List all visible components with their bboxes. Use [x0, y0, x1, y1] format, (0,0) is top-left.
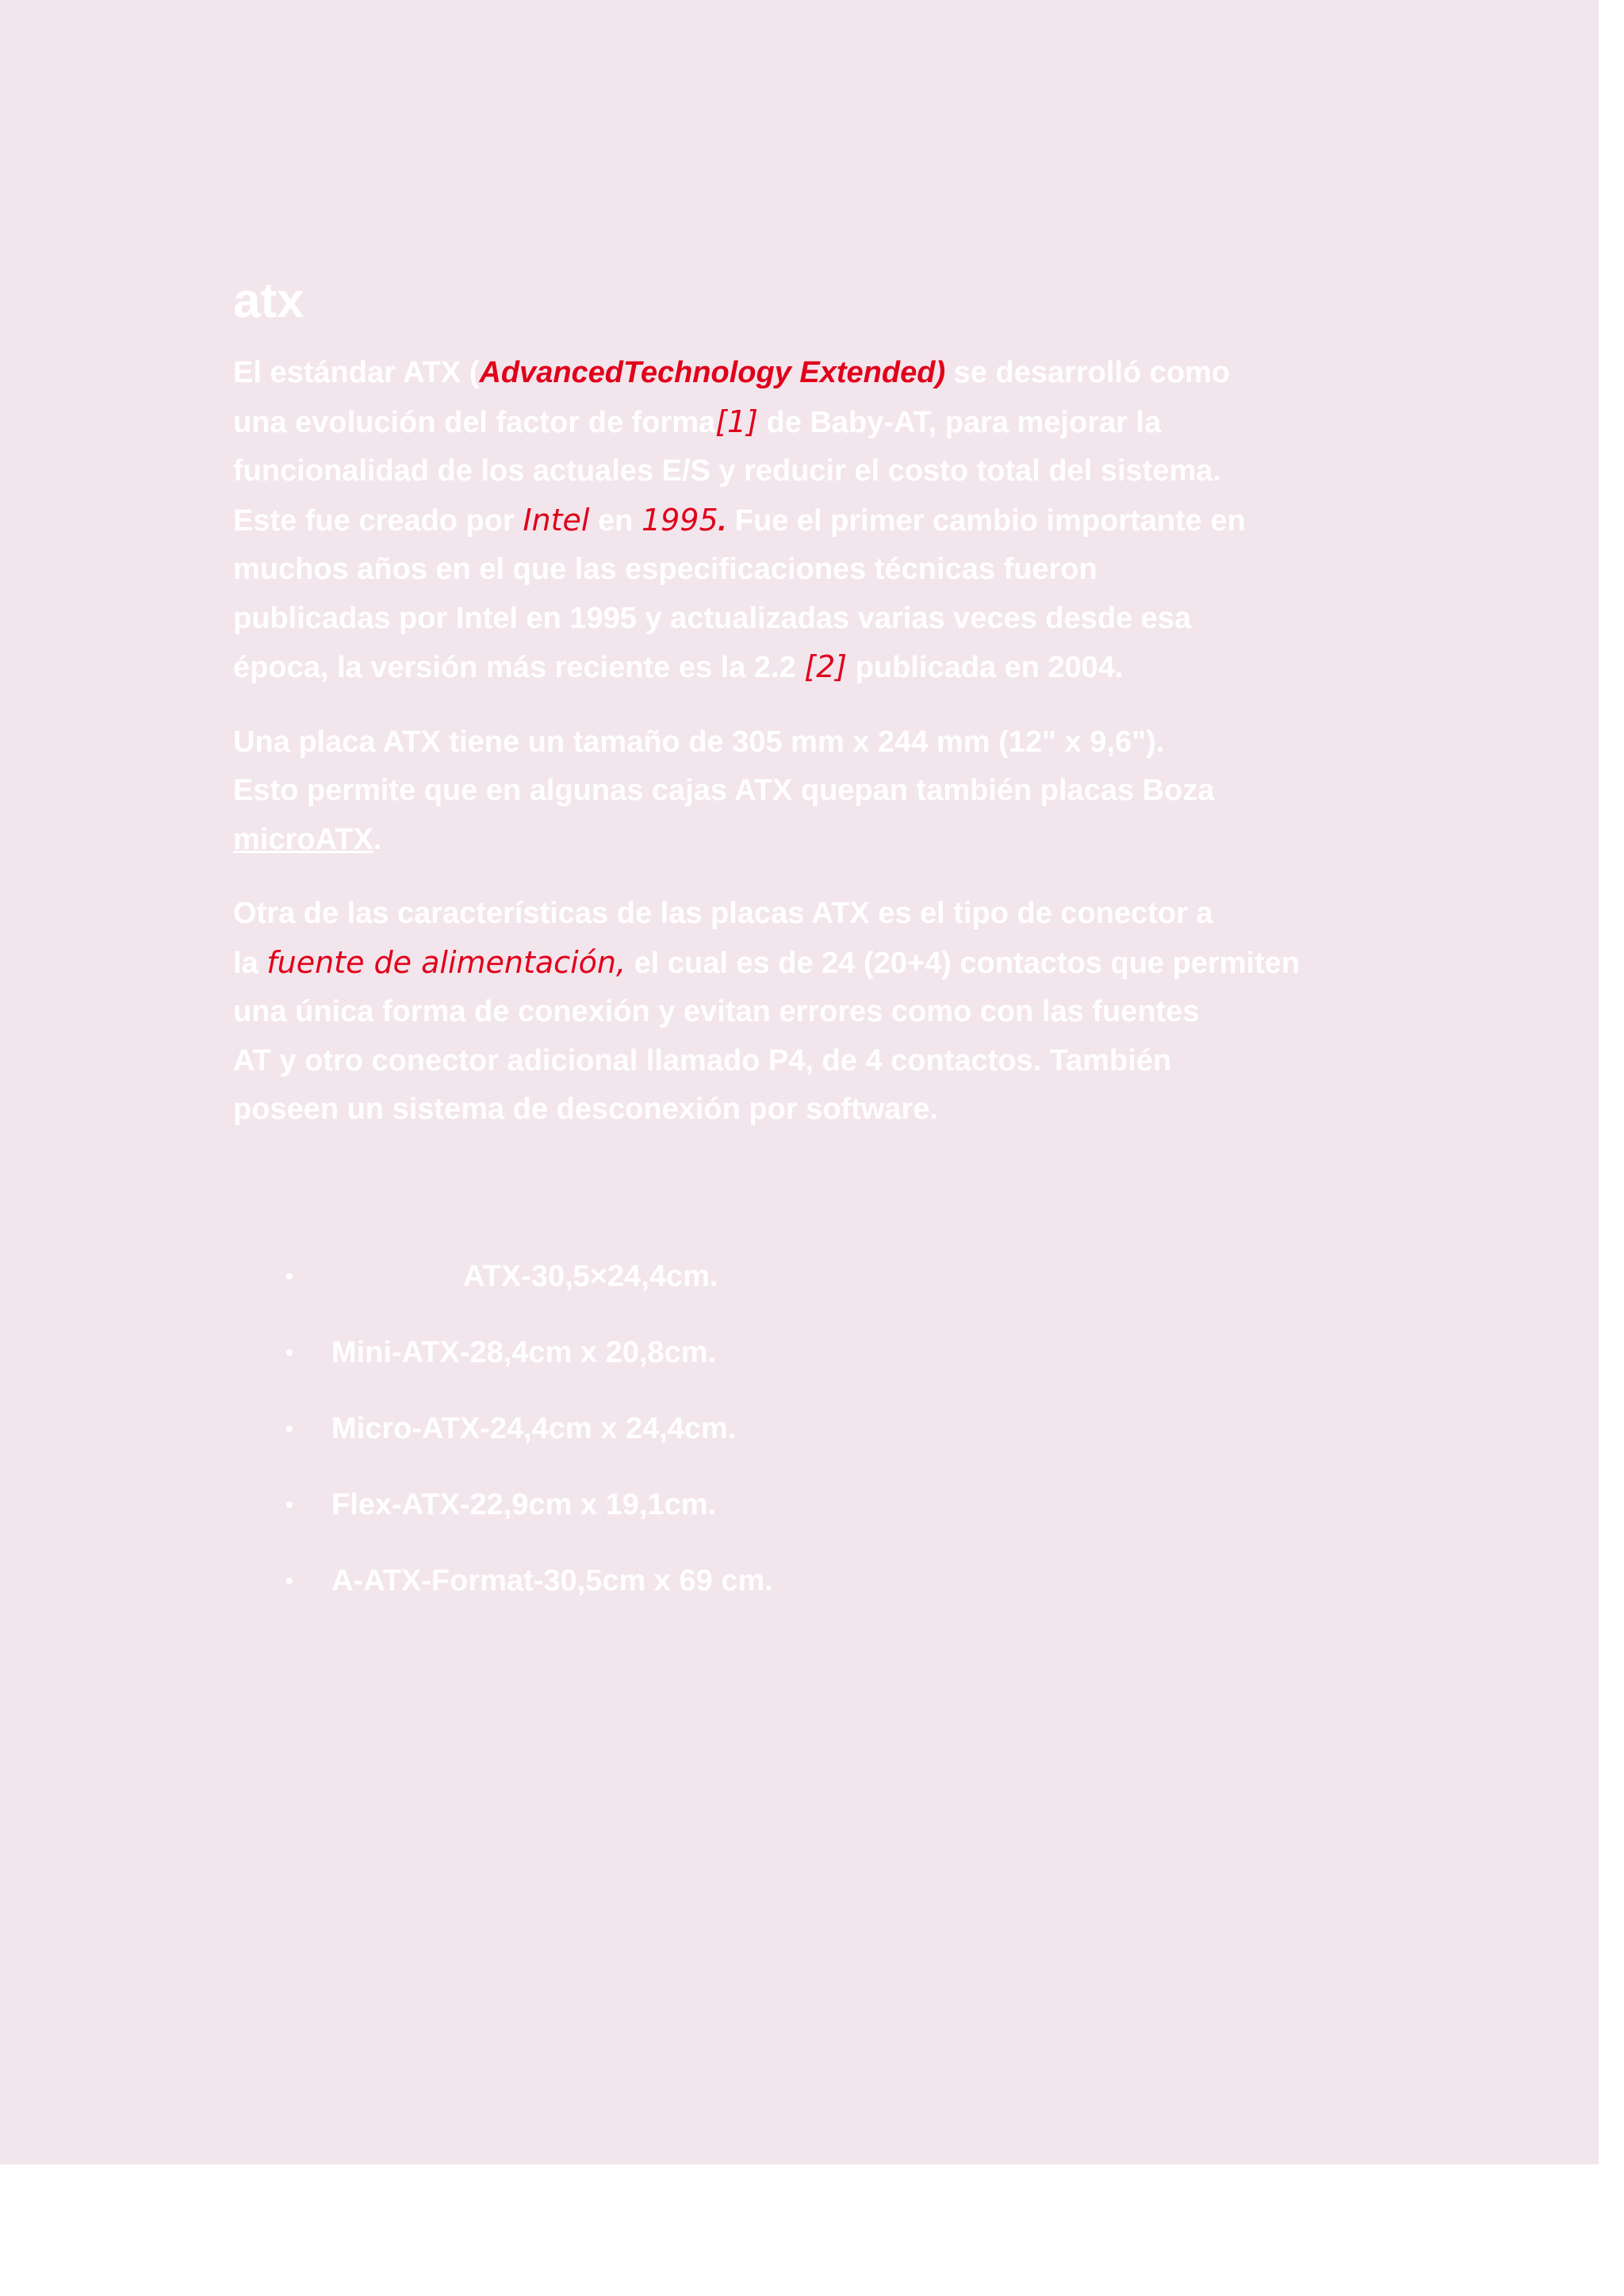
line — [233, 816, 1399, 865]
bullet: • — [285, 1568, 293, 1593]
text: . — [718, 503, 727, 538]
list-item-text: Mini-ATX-28,4cm x 20,8cm. — [331, 1336, 717, 1369]
bullet: • — [285, 1264, 293, 1288]
text: de Baby-AT, para mejorar la — [757, 405, 1162, 439]
reference-link-1[interactable]: [1] — [715, 404, 758, 439]
line: Esto permite que en algunas cajas ATX quepan también placas Boza — [233, 774, 1215, 807]
emphasis-paren: ) — [935, 356, 946, 389]
power-supply-link[interactable]: fuente de alimentación, — [266, 944, 626, 980]
text: época, la versión más reciente es la 2.2 — [233, 651, 805, 684]
page-title: atx — [233, 274, 304, 328]
text: Fue el primer cambio importante en — [726, 503, 1246, 538]
list-item-text: A-ATX-Format-30,5cm x 69 cm. — [331, 1564, 773, 1598]
intel-link[interactable]: Intel — [523, 502, 590, 538]
text: una evolución del factor de forma — [233, 405, 716, 439]
document-body — [233, 270, 1399, 1160]
paragraph-size — [233, 718, 1399, 865]
text: el cual es de 24 (20+4) contactos que permiten — [626, 946, 1300, 980]
list-item-text: Flex-ATX-22,9cm x 19,1cm. — [331, 1488, 717, 1521]
line: funcionalidad de los actuales E/S y reducir el costo total del sistema. — [233, 454, 1221, 488]
line: AT y otro conector adicional llamado P4, de 4 contactos. También — [233, 1043, 1172, 1077]
list-item-text: Micro-ATX-24,4cm x 24,4cm. — [331, 1412, 737, 1445]
line — [233, 939, 1399, 989]
bullet: • — [285, 1340, 293, 1364]
line: Otra de las características de las placas ATX es el tipo de conector a — [233, 897, 1213, 930]
paragraph-intro — [233, 349, 1399, 693]
line — [233, 643, 1399, 693]
paragraph-connector — [233, 890, 1399, 1135]
text: se desarrolló como — [945, 356, 1231, 389]
text: publicada en 2004. — [847, 651, 1124, 684]
line — [233, 496, 1399, 546]
emphasis-advanced-technology-extended: AdvancedTechnology Extended — [479, 356, 936, 389]
line: publicadas por Intel en 1995 y actualizadas varias veces desde esa — [233, 601, 1192, 635]
line: una única forma de conexión y evitan errores como con las fuentes — [233, 995, 1200, 1028]
line: Una placa ATX tiene un tamaño de 305 mm x 244 mm (12" x 9,6"). — [233, 725, 1165, 759]
line — [233, 398, 1399, 448]
microatx-link[interactable]: microATX — [233, 822, 373, 856]
text: . — [373, 822, 382, 856]
text: Este fue creado por — [233, 503, 523, 538]
list-item-text: ATX-30,5×24,4cm. — [463, 1260, 718, 1293]
line — [233, 349, 1399, 398]
year-link[interactable]: 1995 — [641, 502, 718, 538]
bullet: • — [285, 1416, 293, 1441]
text: El estándar ATX ( — [233, 356, 480, 389]
bullet: • — [285, 1492, 293, 1517]
line: muchos años en el que las especificaciones técnicas fueron — [233, 553, 1097, 586]
text: la — [233, 946, 267, 980]
text: en — [589, 503, 642, 538]
reference-link-2[interactable]: [2] — [804, 649, 848, 684]
line: poseen un sistema de desconexión por software. — [233, 1093, 939, 1126]
